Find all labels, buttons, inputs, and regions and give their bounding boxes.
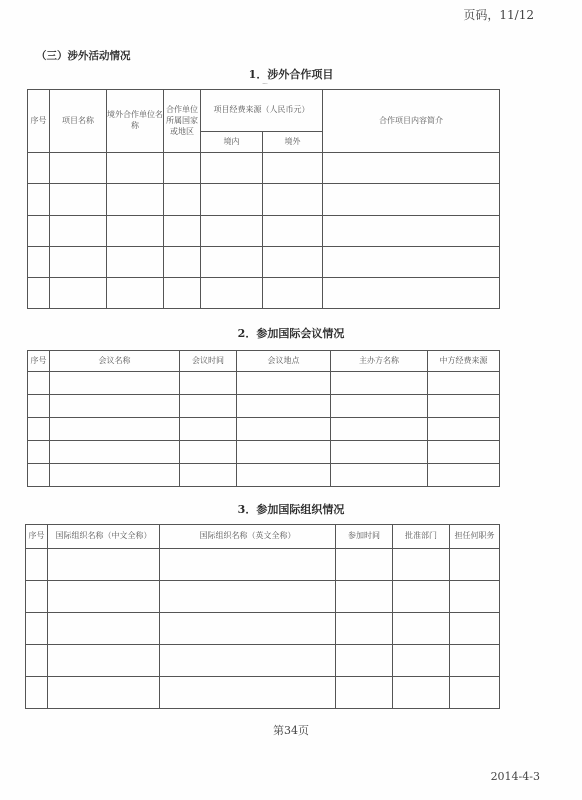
column-header: 国际组织名称（中文全称） [48,525,160,549]
international-organizations-table [25,524,500,709]
empty-cell [180,418,237,441]
table2-title: 2．参加国际会议情况 [237,327,345,340]
empty-cell [323,215,500,246]
cooperation-projects-table [27,89,500,309]
column-header: 批准部门 [393,525,450,549]
empty-cell [331,395,428,418]
empty-cell [107,215,164,246]
table1-title: 1．涉外合作项目 [248,68,334,81]
empty-cell [428,395,500,418]
table-row [26,549,500,581]
col-seq: 序号 [28,90,50,153]
empty-cell [263,184,323,215]
empty-cell [50,246,107,277]
empty-cell [336,645,393,677]
empty-cell [180,464,237,487]
empty-cell [48,613,160,645]
empty-cell [450,549,500,581]
empty-cell [393,613,450,645]
empty-cell [28,184,50,215]
empty-cell [160,613,336,645]
empty-cell [26,645,48,677]
empty-cell [50,277,107,308]
empty-cell [323,277,500,308]
column-header: 序号 [26,525,48,549]
empty-cell [336,613,393,645]
empty-cell [28,395,50,418]
column-header: 国际组织名称（英文全称） [160,525,336,549]
table-row [26,581,500,613]
empty-cell [48,677,160,709]
col-funding: 项目经费来源（人民币元） [201,90,323,132]
empty-cell [50,184,107,215]
empty-cell [450,677,500,709]
col-partner-name: 境外合作单位名称 [107,90,164,153]
empty-cell [160,677,336,709]
empty-cell [263,246,323,277]
empty-cell [28,277,50,308]
column-header: 参加时间 [336,525,393,549]
empty-cell [28,464,50,487]
empty-cell [237,372,331,395]
empty-cell [160,581,336,613]
empty-cell [28,246,50,277]
table-row [28,464,500,487]
empty-cell [164,246,201,277]
empty-cell [50,215,107,246]
empty-cell [237,441,331,464]
empty-cell [393,645,450,677]
empty-cell [201,215,263,246]
empty-cell [48,581,160,613]
col-content: 合作项目内容简介 [323,90,500,153]
empty-cell [50,395,180,418]
empty-cell [28,153,50,184]
empty-cell [160,549,336,581]
empty-cell [393,581,450,613]
empty-cell [428,418,500,441]
empty-cell [331,372,428,395]
empty-cell [323,153,500,184]
table-row [28,184,500,215]
page-code: 页码，11/12 [463,8,534,22]
table-row [28,372,500,395]
section-title: （三）涉外活动情况 [36,50,131,62]
col-foreign: 境外 [263,132,323,153]
empty-cell [331,464,428,487]
empty-cell [164,215,201,246]
empty-cell [107,153,164,184]
empty-cell [180,395,237,418]
empty-cell [50,464,180,487]
empty-cell [263,153,323,184]
empty-cell [336,549,393,581]
empty-cell [28,441,50,464]
empty-cell [201,246,263,277]
column-header: 会议地点 [237,351,331,372]
empty-cell [237,464,331,487]
empty-cell [393,549,450,581]
empty-cell [107,277,164,308]
empty-cell [201,277,263,308]
column-header: 会议名称 [50,351,180,372]
empty-cell [26,549,48,581]
empty-cell [26,613,48,645]
column-header: 主办方名称 [331,351,428,372]
empty-cell [428,372,500,395]
document-date: 2014-4-3 [490,770,540,783]
table-row [28,215,500,246]
empty-cell [180,441,237,464]
table-row [28,418,500,441]
empty-cell [237,395,331,418]
empty-cell [48,645,160,677]
empty-cell [107,184,164,215]
empty-cell [50,441,180,464]
empty-cell [263,215,323,246]
empty-cell [323,246,500,277]
column-header: 中方经费来源 [428,351,500,372]
empty-cell [428,441,500,464]
empty-cell [201,184,263,215]
column-header: 会议时间 [180,351,237,372]
empty-cell [323,184,500,215]
col-project-name: 项目名称 [50,90,107,153]
empty-cell [237,418,331,441]
empty-cell [331,418,428,441]
table-row [26,677,500,709]
table-row [26,645,500,677]
table-row [28,277,500,308]
empty-cell [164,153,201,184]
empty-cell [26,677,48,709]
empty-cell [201,153,263,184]
empty-cell [450,581,500,613]
empty-cell [428,464,500,487]
empty-cell [28,372,50,395]
col-domestic: 境内 [201,132,263,153]
empty-cell [28,418,50,441]
empty-cell [26,581,48,613]
empty-cell [450,613,500,645]
table-row [28,153,500,184]
empty-cell [48,549,160,581]
empty-cell [180,372,237,395]
col-country: 合作单位所属国家或地区 [164,90,201,153]
empty-cell [164,277,201,308]
column-header: 序号 [28,351,50,372]
empty-cell [393,677,450,709]
empty-cell [50,418,180,441]
empty-cell [450,645,500,677]
page-number: 第34页 [273,724,309,737]
empty-cell [50,153,107,184]
table-row [28,395,500,418]
empty-cell [263,277,323,308]
empty-cell [107,246,164,277]
table-row [28,246,500,277]
table-row [28,441,500,464]
empty-cell [164,184,201,215]
table1-mark: ～ [262,81,269,88]
empty-cell [331,441,428,464]
column-header: 担任何职务 [450,525,500,549]
empty-cell [336,581,393,613]
empty-cell [336,677,393,709]
empty-cell [50,372,180,395]
table3-title: 3．参加国际组织情况 [237,503,345,516]
empty-cell [160,645,336,677]
empty-cell [28,215,50,246]
international-conferences-table [27,350,500,487]
table-row [26,613,500,645]
